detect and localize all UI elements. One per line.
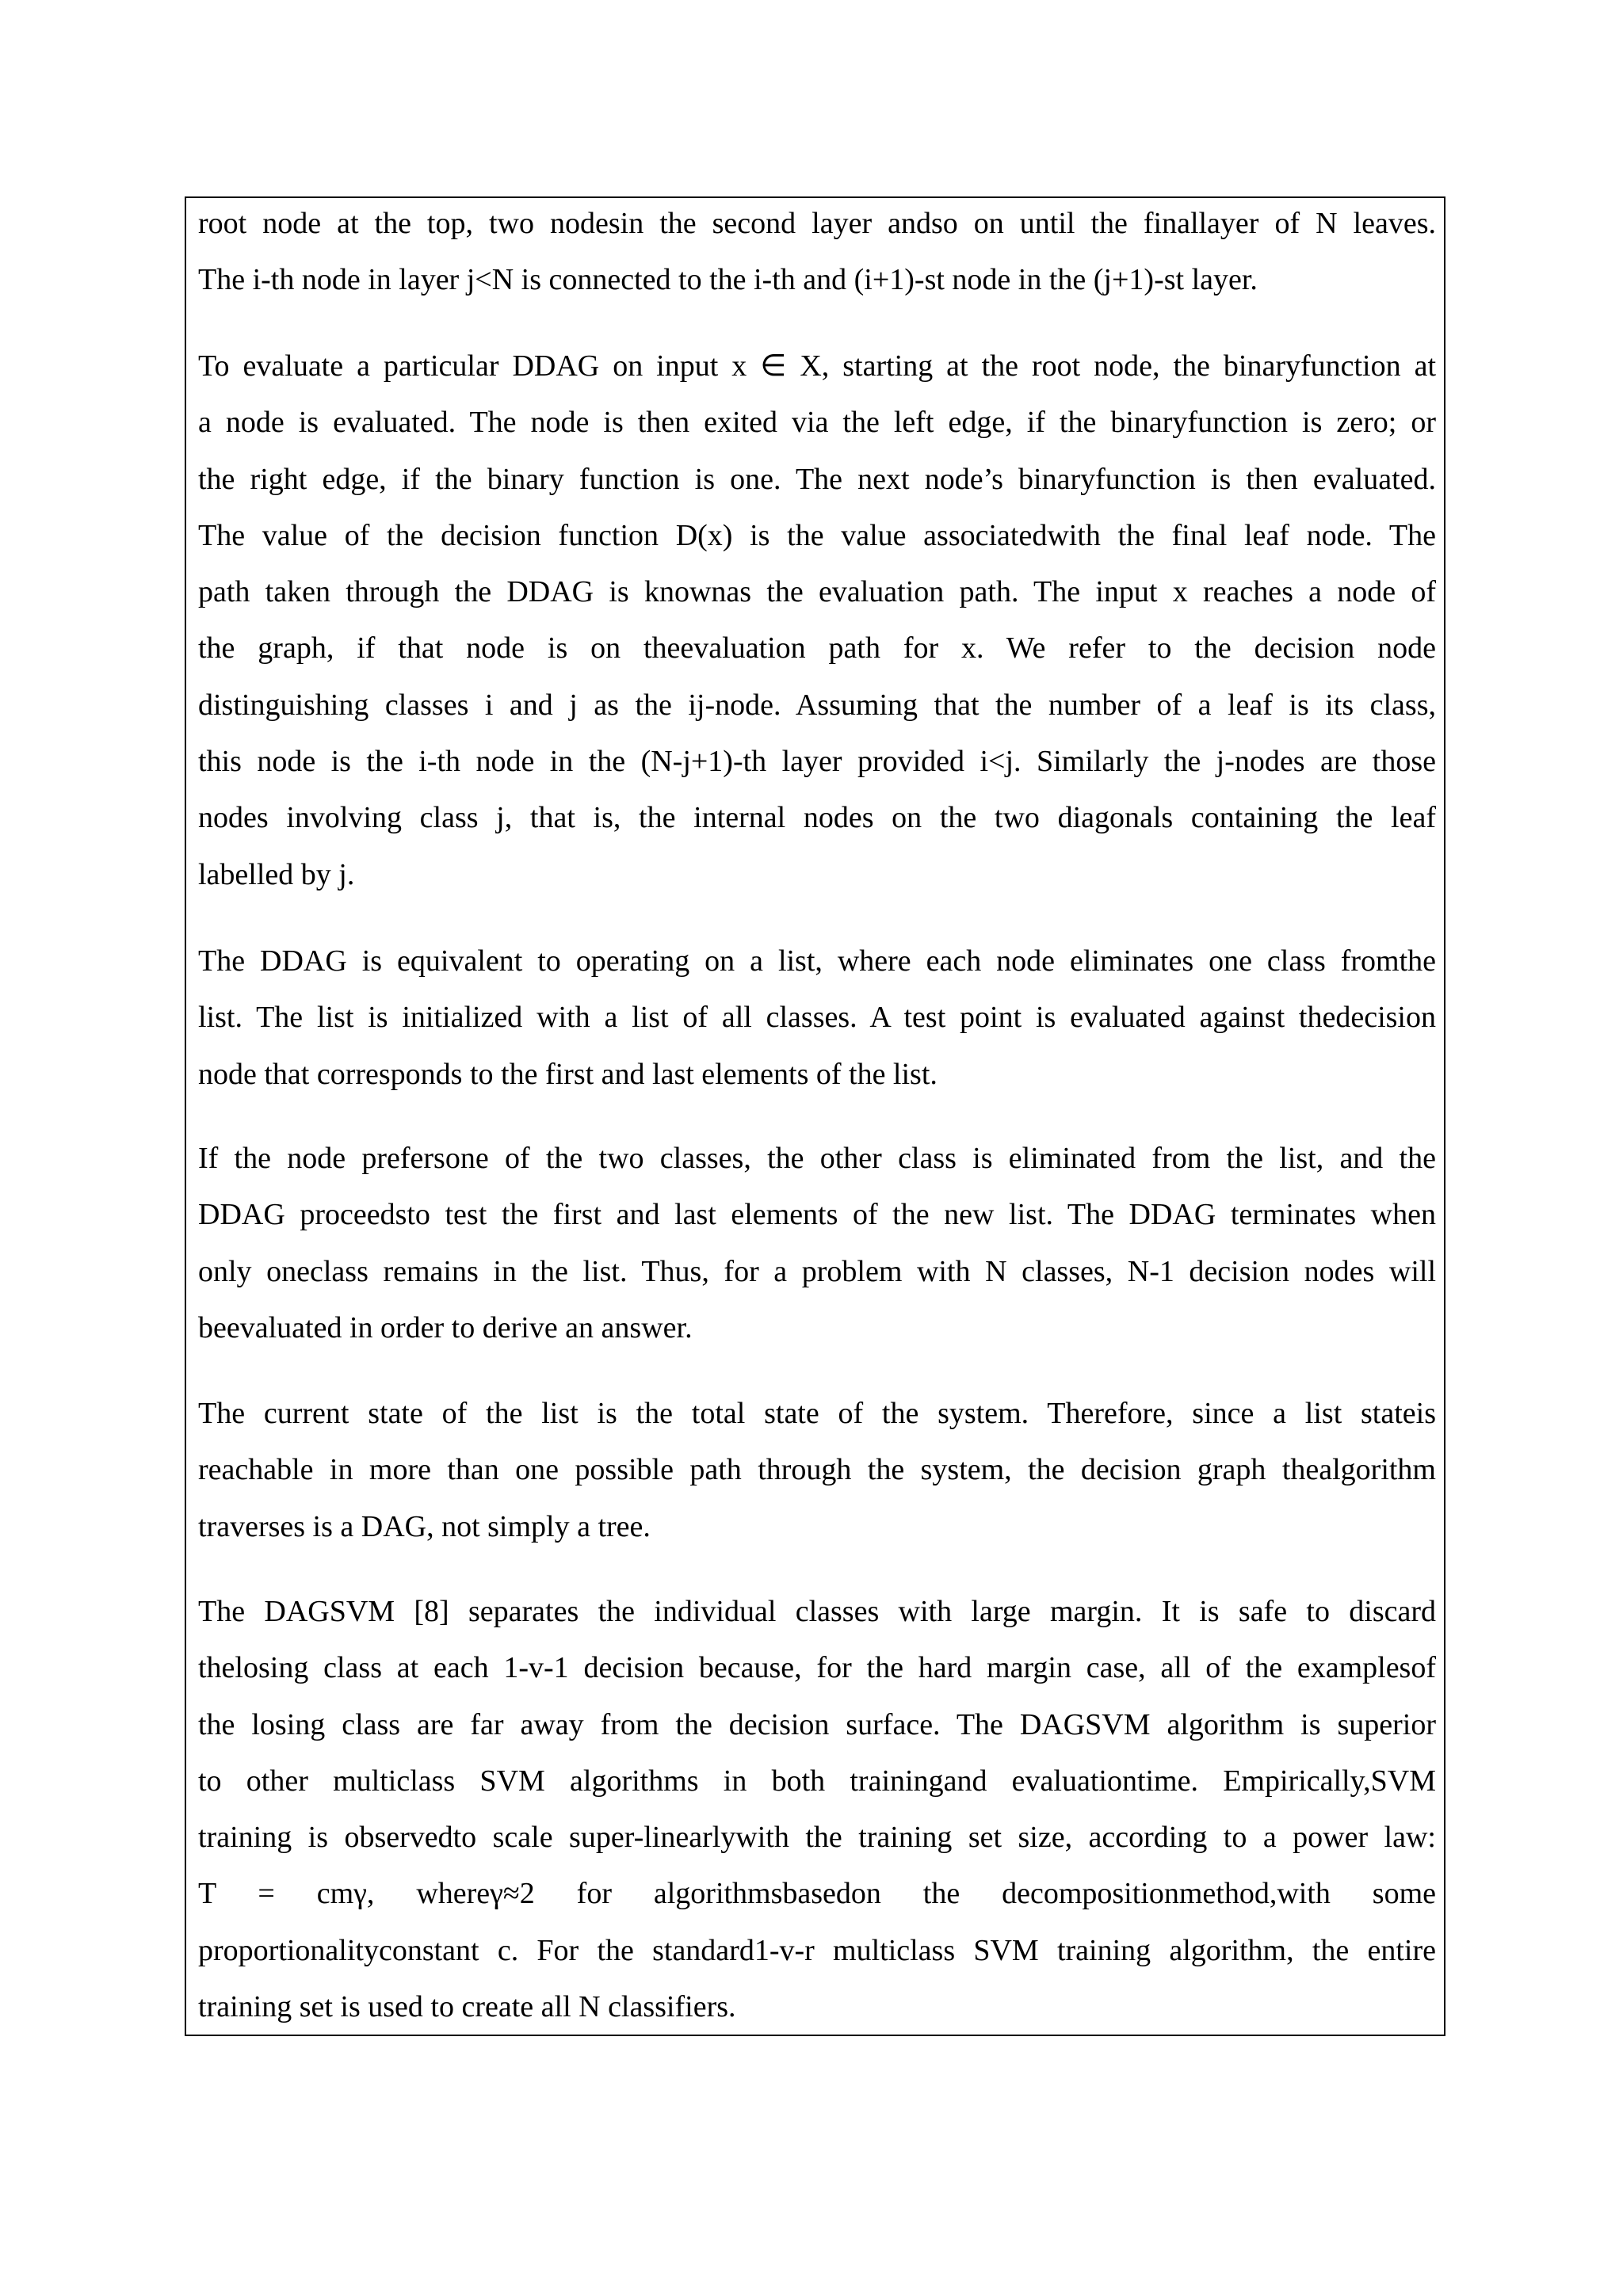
text-line: The DAGSVM [8] separates the individual classes with large margin. It is safe to discard: [198, 1595, 1436, 1628]
text-line: training set is used to create all N classifiers.: [198, 1990, 736, 2024]
text-line: a node is evaluated. The node is then exited via the left edge, if the binaryfunction is zero; or: [198, 406, 1436, 440]
text-line: nodes involving class j, that is, the internal nodes on the two diagonals containing the leaf: [198, 801, 1436, 835]
text-line: the right edge, if the binary function is one. The next node’s binaryfunction is then evaluated.: [198, 462, 1436, 496]
text-line: root node at the top, two nodesin the second layer andso on until the finallayer of N leaves.: [198, 207, 1436, 240]
text-line: only oneclass remains in the list. Thus, for a problem with N classes, N-1 decision nodes will: [198, 1254, 1436, 1288]
text-line: The DDAG is equivalent to operating on a list, where each node eliminates one class fromthe: [198, 944, 1436, 978]
text-line: labelled by j.: [198, 857, 355, 891]
paragraph-ddag-elimination: [198, 1131, 1436, 1356]
text-line: If the node prefersone of the two classes, the other class is eliminated from the list, and the: [198, 1142, 1436, 1175]
text-line: node that corresponds to the first and last elements of the list.: [198, 1057, 938, 1091]
text-line: The value of the decision function D(x) is the value associatedwith the final leaf node. The: [198, 518, 1436, 552]
text-line: T = cmγ, whereγ≈2 for algorithmsbasedon the decompositionmethod,with some: [198, 1877, 1436, 1911]
text-line: the losing class are far away from the decision surface. The DAGSVM algorithm is superior: [198, 1707, 1436, 1741]
paragraph-ddag-evaluation: [198, 338, 1436, 903]
text-line: distinguishing classes i and j as the ij-node. Assuming that the number of a leaf is its class,: [198, 688, 1436, 722]
text-line: this node is the i-th node in the (N-j+1)-th layer provided i<j. Similarly the j-nodes are those: [198, 745, 1436, 779]
text-line: beevaluated in order to derive an answer.: [198, 1310, 693, 1344]
text-line: DDAG proceedsto test the first and last elements of the new list. The DDAG terminates when: [198, 1198, 1436, 1232]
paragraph-dagsvm: [198, 1584, 1436, 2035]
text-line: The current state of the list is the total state of the system. Therefore, since a list stateis: [198, 1397, 1436, 1430]
text-line: The i-th node in layer j<N is connected to the i-th and (i+1)-st node in the (j+1)-st layer.: [198, 263, 1258, 297]
text-line: thelosing class at each 1-v-1 decision because, for the hard margin case, all of the examplesof: [198, 1651, 1436, 1685]
text-line: to other multiclass SVM algorithms in both trainingand evaluationtime. Empirically,SVM: [198, 1764, 1436, 1798]
paragraph-ddag-list: [198, 933, 1436, 1103]
text-line: the graph, if that node is on theevaluation path for x. We refer to the decision node: [198, 631, 1436, 666]
text-line: list. The list is initialized with a list of all classes. A test point is evaluated against thedecision: [198, 1001, 1436, 1035]
paragraph-list-state: [198, 1386, 1436, 1555]
text-line: reachable in more than one possible path through the system, the decision graph thealgorithm: [198, 1453, 1436, 1487]
paragraph-ddag-structure: [198, 196, 1436, 309]
text-line: traverses is a DAG, not simply a tree.: [198, 1509, 651, 1543]
text-line: proportionalityconstant c. For the standard1-v-r multiclass SVM training algorithm, the entire: [198, 1933, 1436, 1967]
text-line: To evaluate a particular DDAG on input x ∈ X, starting at the root node, the binaryfunction at: [198, 349, 1436, 383]
text-line: training is observedto scale super-linearlywith the training set size, according to a power law:: [198, 1821, 1436, 1855]
text-line: path taken through the DDAG is knownas the evaluation path. The input x reaches a node of: [198, 575, 1436, 609]
